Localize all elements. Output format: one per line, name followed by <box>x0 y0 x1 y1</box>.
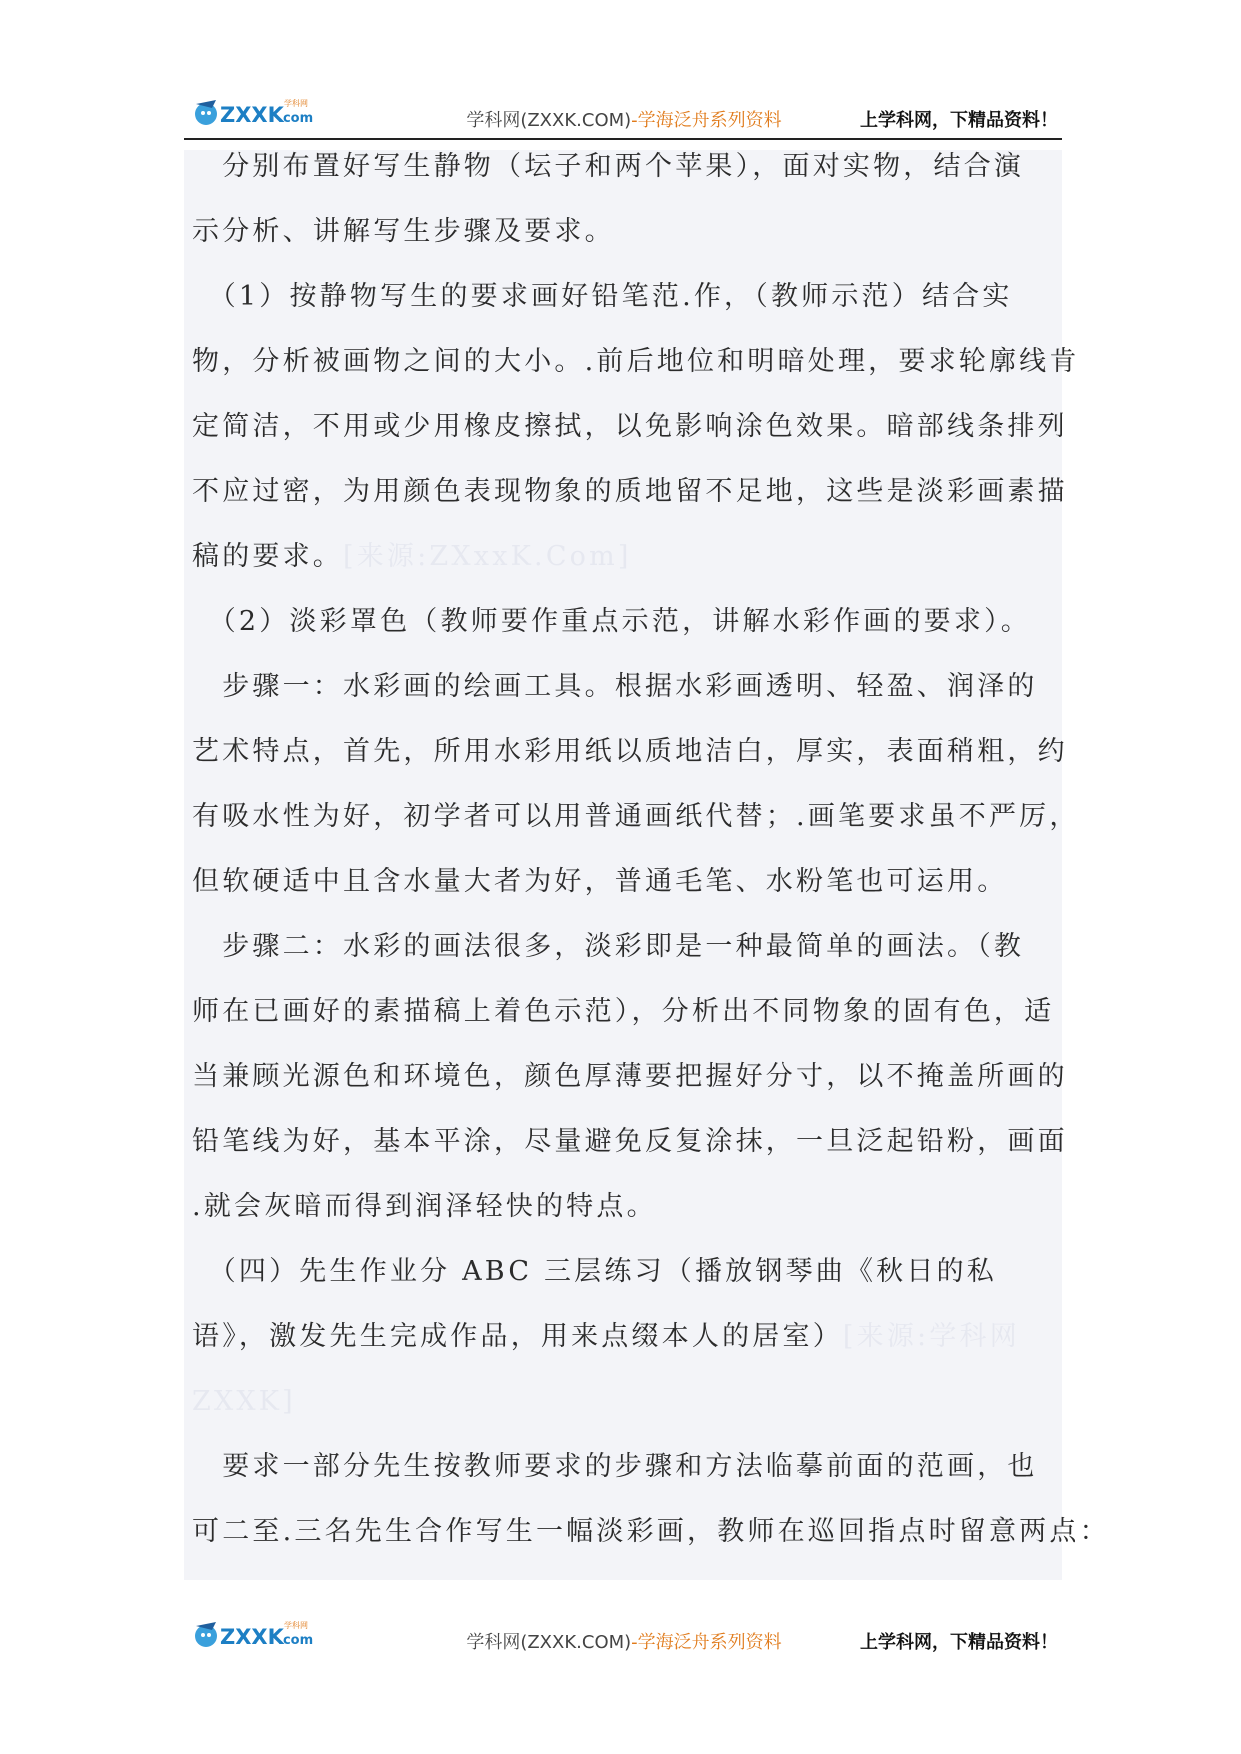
footer-site-name: 学科网 <box>466 1632 521 1653</box>
text-line: 定简洁，不用或少用橡皮擦拭，以免影响涂色效果。暗部线条排列 <box>192 411 1068 442</box>
text-segment: 稿的要求。 <box>192 541 343 572</box>
text-line: 不应过密，为用颜色表现物象的质地留不足地，这些是淡彩画素描 <box>192 476 1068 507</box>
text-segment: 语》，激发先生完成作品，用来点缀本人的居室） <box>192 1321 843 1352</box>
text-line: （2）淡彩罩色（教师要作重点示范，讲解水彩作画的要求）。 <box>192 606 1031 637</box>
text-line: 可二至.三名先生合作写生一幅淡彩画，教师在巡回指点时留意两点： <box>192 1516 1110 1547</box>
footer-center-text <box>434 1628 814 1654</box>
watermark-source: [来源:学科网 <box>842 1321 1020 1352</box>
watermark-source: [来源:ZXxxK.Com] <box>343 541 632 572</box>
header-site-name: 学科网 <box>466 110 521 131</box>
text-line: （1）按静物写生的要求画好铅笔范.作，（教师示范）结合实 <box>192 281 1013 312</box>
header-series-name: -学海泛舟系列资料 <box>631 110 782 131</box>
text-line: 但软硬适中且含水量大者为好，普通毛笔、水粉笔也可运用。 <box>192 866 1008 897</box>
text-line: 步骤一：水彩画的绘画工具。根据水彩画透明、轻盈、润泽的 <box>192 671 1038 702</box>
text-line: 当兼顾光源色和环境色，颜色厚薄要把握好分寸，以不掩盖所画的 <box>192 1061 1068 1092</box>
svg-text:ZXXK: ZXXK <box>220 1625 284 1649</box>
header-slogan: 上学科网，下精品资料！ <box>860 110 1058 131</box>
text-line: （四）先生作业分 ABC 三层练习（播放钢琴曲《秋日的私 <box>192 1256 997 1287</box>
text-line: 艺术特点，首先，所用水彩用纸以质地洁白，厚实，表面稍粗，约 <box>192 736 1068 767</box>
text-line: 示分析、讲解写生步骤及要求。 <box>192 216 615 247</box>
page-footer <box>184 1610 1062 1660</box>
header-center-text <box>434 106 814 132</box>
text-line <box>192 524 1052 589</box>
svg-text:.com: .com <box>278 1633 314 1648</box>
text-line: 步骤二：水彩的画法很多，淡彩即是一种最简单的画法。（教 <box>192 931 1025 962</box>
text-line: 师在已画好的素描稿上着色示范），分析出不同物象的固有色，适 <box>192 996 1055 1027</box>
header-site-url: (ZXXK.COM) <box>520 110 632 131</box>
text-line: .就会灰暗而得到润泽轻快的特点。 <box>192 1191 657 1222</box>
footer-series-name: -学海泛舟系列资料 <box>631 1632 782 1653</box>
text-line: 物，分析被画物之间的大小。.前后地位和明暗处理，要求轮廓线肯 <box>192 346 1080 377</box>
zxxk-logo <box>192 1616 322 1654</box>
zxxk-logo <box>192 94 322 132</box>
svg-text:学科网: 学科网 <box>284 1621 308 1630</box>
page-header <box>184 88 1062 140</box>
text-line: 铅笔线为好，基本平涂，尽量避免反复涂抹，一旦泛起铅粉，画面 <box>192 1126 1068 1157</box>
footer-slogan: 上学科网，下精品资料！ <box>860 1632 1058 1653</box>
zxxk-logo-icon <box>192 1616 322 1654</box>
footer-site-url: (ZXXK.COM) <box>520 1632 632 1653</box>
logo-text: ZXXK <box>220 103 284 127</box>
svg-text:学科网: 学科网 <box>284 99 308 108</box>
text-line <box>192 1369 1052 1434</box>
text-line: 要求一部分先生按教师要求的步骤和方法临摹前面的范画，也 <box>192 1451 1038 1482</box>
zxxk-logo-icon <box>192 94 322 132</box>
svg-text:.com: .com <box>278 111 314 126</box>
text-line <box>192 1304 1052 1369</box>
watermark-source: ZXXK] <box>192 1386 296 1417</box>
text-line: 分别布置好写生静物（坛子和两个苹果），面对实物，结合演 <box>192 151 1025 182</box>
text-line: 有吸水性为好，初学者可以用普通画纸代替；.画笔要求虽不严厉， <box>192 801 1080 832</box>
